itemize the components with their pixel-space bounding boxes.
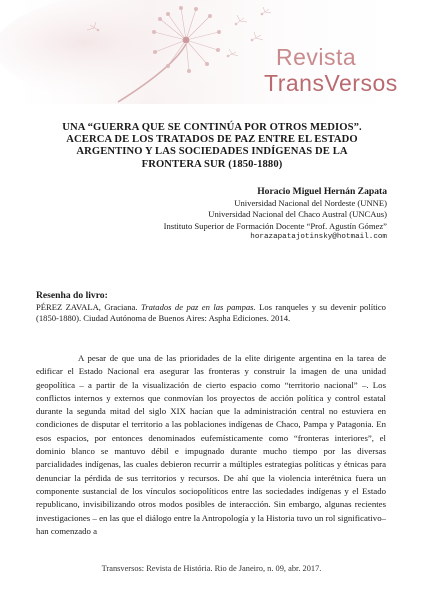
page-footer: Transversos: Revista de História. Rio de Janeiro, n. 09, abr. 2017. — [101, 564, 322, 573]
author-name: Horacio Miguel Hernán Zapata — [257, 186, 387, 197]
author-affiliation-3: Instituto Superior de Formación Docente “Prof. Agustín Gómez” — [163, 220, 387, 231]
body-paragraph: A pesar de que una de las prioridades de la elite dirigente argentina en la tarea de edificar el Estado Nacional era asegurar las fronteras y construir la imagen de una unidad geopolítica – a partir de la visualización de cierto espacio como “territorio nacional” –. Los conflictos internos y externos que conmovían los proyectos de acción política y control estatal durante la segunda mitad del siglo XIX hacían que la administración central no estuviera en condiciones de disputar el territorio a las poblaciones indígenas de Chaco, Pampa y Patagonia. En esos espacios, por entonces denominados eufemísticamente como “fronteras interiores”, el dominio blanco se mantuvo débil e impugnado durante mucho tiempo por las diversas parcialidades indígenas, las cuales debieron recurrir a múltiples estrategias políticas y étnicas para denunciar la pérdida de sus territorios y recursos. De ahí que la violencia interétnica fuera un componente sustancial de los vínculos sociopolíticos entre las sociedades indígenas y el Estado republicano, invisibilizando otros modos posibles de interacción. Sin embargo, algunas recientes investigaciones – en las que el diálogo entre la Antropología y la Historia tuvo un rol significativo– han comenzado a — [36, 353, 386, 536]
article-title: UNA “GUERRA QUE SE CONTINÚA POR OTROS MEDIOS”. ACERCA DE LOS TRATADOS DE PAZ ENTRE EL ESTADO ARGENTINO Y LAS SOCIEDADES INDÍGENAS DE LA FRONTERA SUR (1850-1880) — [62, 122, 362, 170]
author-email: horazapatajotinsky@hotmail.com — [250, 233, 387, 242]
logo-transversos-text: TransVersos — [264, 70, 398, 96]
review-heading: Resenha do livro: — [36, 290, 108, 301]
reference-authors: PÉREZ ZAVALA, Graciana. — [36, 302, 138, 312]
journal-logo — [262, 46, 402, 102]
author-affiliation-2: Universidad Nacional del Chaco Austral (UNCAus) — [208, 209, 387, 220]
logo-revista-text: Revista — [276, 44, 357, 70]
author-affiliation-1: Universidad Nacional del Nordeste (UNNE) — [234, 198, 387, 208]
reference-details: Los ranqueles y su devenir político (1850-1880). Ciudad Autónoma de Buenos Aires: Aspha Ediciones. 2014. — [36, 302, 386, 323]
book-reference — [36, 302, 386, 323]
reference-book-title: Tratados de paz en las pampas. — [140, 302, 256, 312]
author-block — [164, 186, 387, 243]
